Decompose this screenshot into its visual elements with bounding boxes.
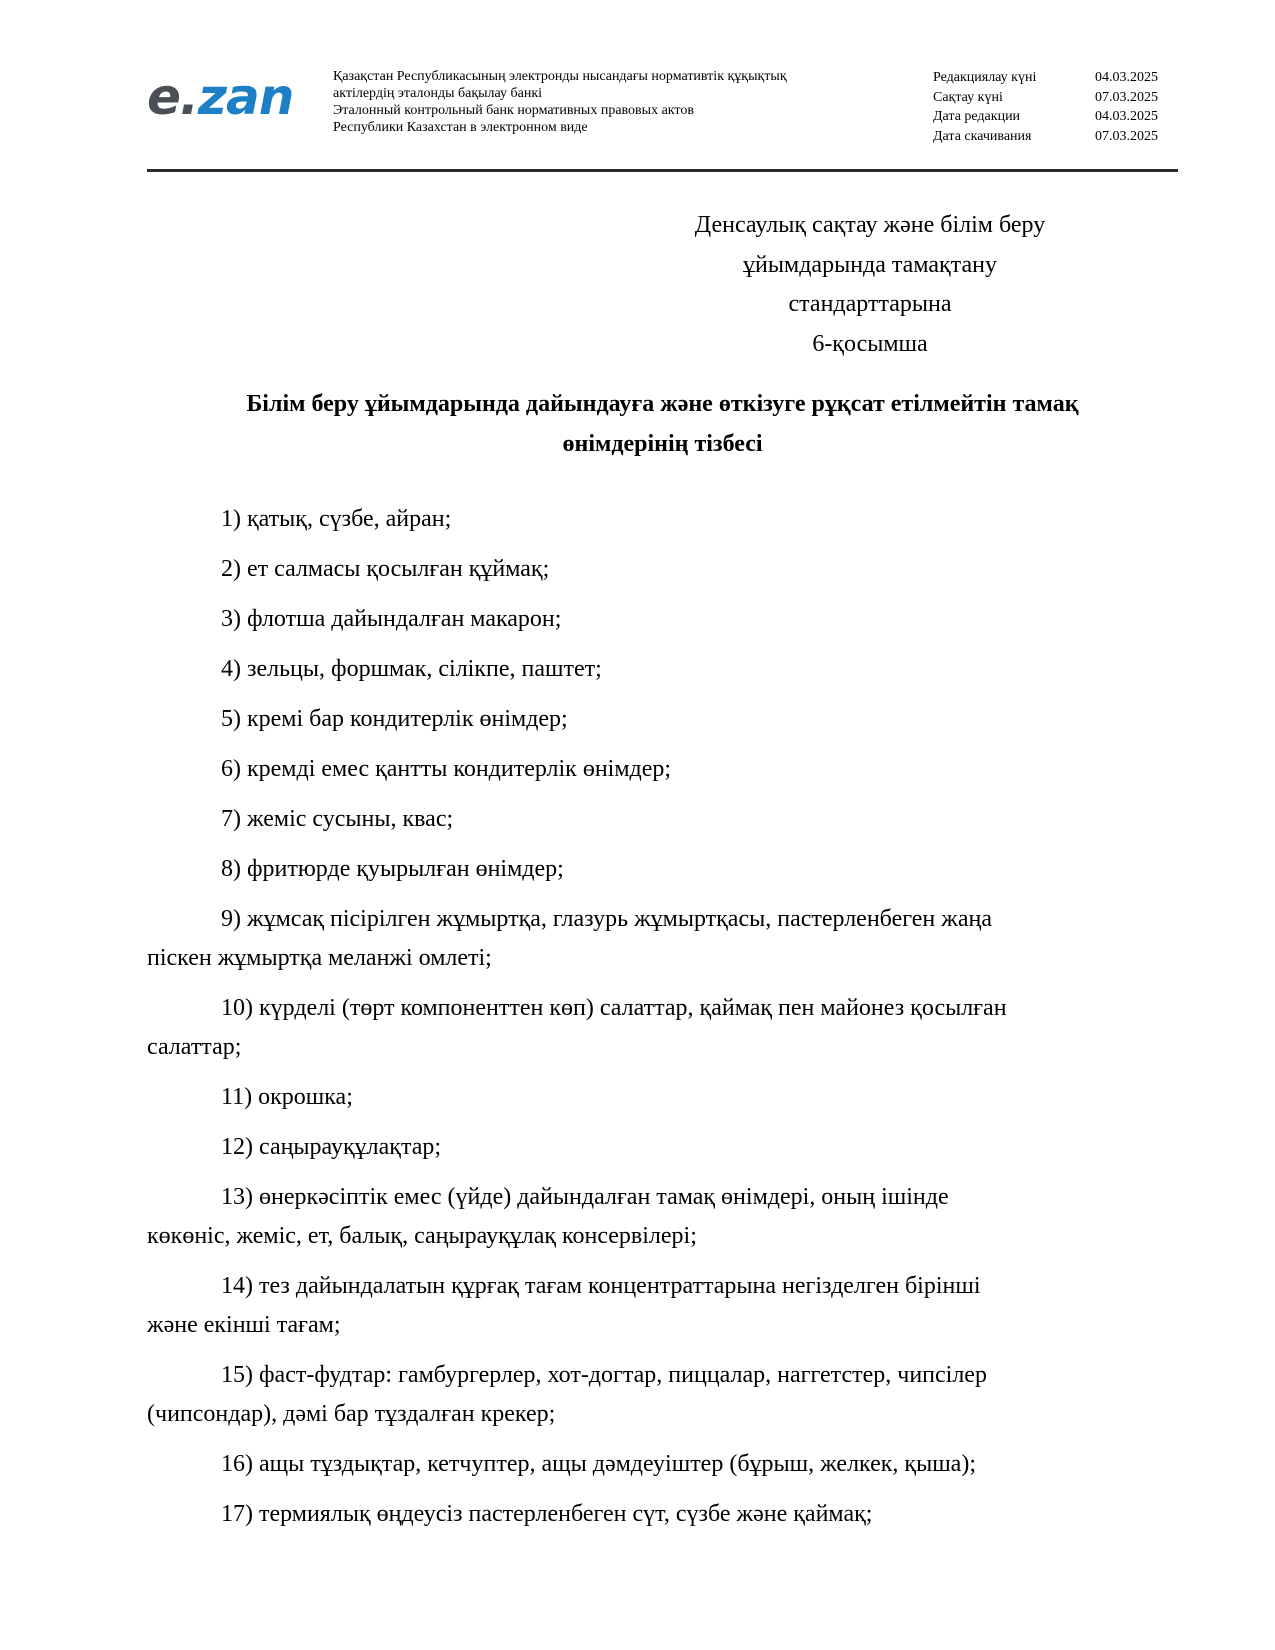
list-item: 7) жеміс сусыны, квас;: [221, 806, 454, 832]
list-item: 15) фаст-фудтар: гамбургерлер, хот-догтар, пиццалар, наггетстер, чипсілер (чипсондар), дәмі бар тұздалған крекер;: [147, 1362, 987, 1427]
list-item: 10) күрделі (төрт компоненттен көп) салаттар, қаймақ пен майонез қосылған салаттар;: [147, 995, 1007, 1060]
title-line: Білім беру ұйымдарында дайындауға және өткізуге рұқсат етілмейтін тамақ: [246, 391, 1079, 417]
list-item: 14) тез дайындалатын құрғақ тағам концентраттарына негізделген бірінші және екінші тағам;: [147, 1273, 981, 1338]
prohibited-products-list: [147, 500, 1178, 1545]
document-title: [147, 384, 1178, 464]
date-value: 07.03.2025: [1095, 89, 1158, 105]
appendix-reference: [640, 206, 1100, 364]
ezan-logo: e.zan: [147, 68, 294, 126]
list-item: 17) термиялық өңдеусіз пастерленбеген сүт, сүзбе және қаймақ;: [221, 1501, 873, 1527]
list-item: 5) кремі бар кондитерлік өнімдер;: [221, 706, 568, 732]
appendix-line: ұйымдарында тамақтану: [743, 251, 997, 278]
list-item: 4) зельцы, форшмак, сілікпе, паштет;: [221, 656, 602, 682]
date-row: [933, 88, 1177, 108]
date-label: Сақтау күні: [933, 89, 1003, 105]
document-header: [147, 64, 1178, 164]
list-item: 11) окрошка;: [221, 1084, 353, 1110]
date-label: Дата скачивания: [933, 128, 1032, 144]
document-dates: [933, 68, 1177, 146]
appendix-line: Денсаулық сақтау және білім беру: [694, 212, 1046, 238]
list-item: 13) өнеркәсіптік емес (үйде) дайындалған тамақ өнімдері, оның ішінде көкөніс, жеміс, ет, балық, саңырауқұлақ консервілері;: [147, 1184, 949, 1249]
list-item: 8) фритюрде қуырылған өнімдер;: [221, 856, 564, 882]
title-line: өнімдерінің тізбесі: [562, 431, 763, 457]
date-value: 04.03.2025: [1095, 109, 1158, 124]
appendix-line: 6-қосымша: [812, 330, 928, 357]
list-item: 3) флотша дайындалған макарон;: [221, 606, 562, 632]
header-divider: [147, 169, 1178, 172]
list-item: 16) ащы тұздықтар, кетчуптер, ащы дәмдеуіштер (бұрыш, желкек, қыша);: [221, 1451, 976, 1477]
list-item: 12) саңырауқұлақтар;: [221, 1134, 442, 1160]
bank-description-line: Республики Казахстан в электронном виде: [333, 120, 588, 135]
date-label: Дата редакции: [933, 109, 1021, 124]
bank-description-line: Эталонный контрольный банк нормативных правовых актов: [333, 103, 694, 118]
bank-description: [333, 68, 893, 136]
list-item: 6) кремді емес қантты кондитерлік өнімдер;: [221, 756, 672, 782]
date-label: Редакциялау күні: [933, 70, 1037, 85]
bank-description-line: актілердің эталонды бақылау банкі: [333, 86, 543, 101]
appendix-line: стандарттарына: [788, 291, 952, 317]
bank-description-line: Қазақстан Республикасының электронды нысандағы нормативтік құқықтық: [333, 69, 787, 84]
list-item: 1) қатық, сүзбе, айран;: [221, 506, 452, 532]
list-item: 9) жұмсақ пісірілген жұмыртқа, глазурь жұмыртқасы, пастерленбеген жаңа піскен жұмыртқа меланжі омлеті;: [147, 906, 992, 971]
list-item: 2) ет салмасы қосылған құймақ;: [221, 556, 550, 582]
date-row: [933, 68, 1177, 88]
date-value: 07.03.2025: [1095, 128, 1158, 144]
date-row: [933, 107, 1177, 127]
date-value: 04.03.2025: [1095, 70, 1158, 85]
date-row: [933, 127, 1177, 147]
